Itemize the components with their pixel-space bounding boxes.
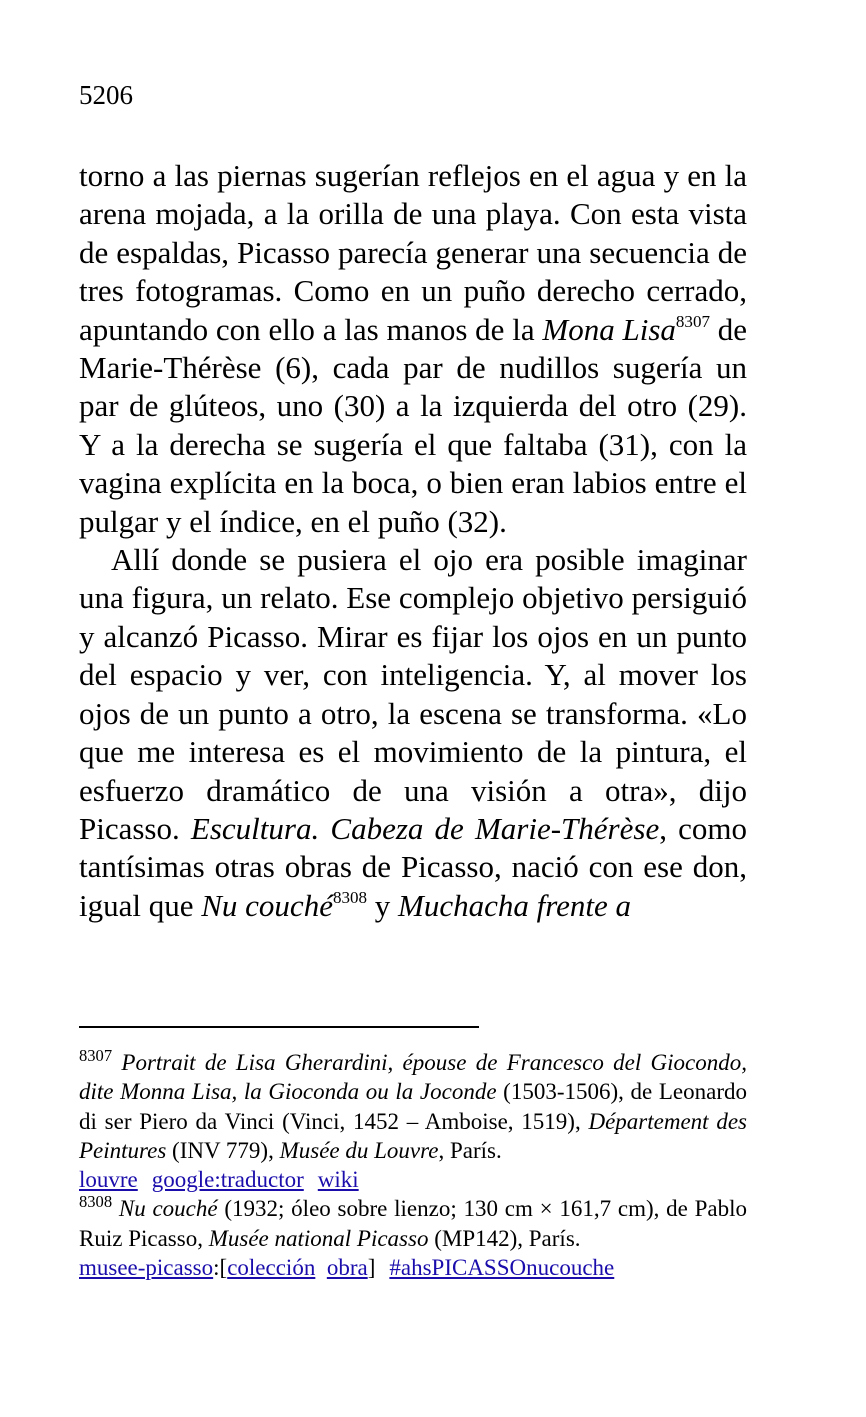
link-obra[interactable]: obra [326,1255,368,1281]
footnote-mark: 8308 [79,1192,113,1212]
artwork-title-muchacha: Muchacha frente a [398,887,632,923]
footnote-ref-8307[interactable]: 8307 [675,311,710,331]
footnote-separator [79,1026,479,1028]
artwork-title-mona-lisa: Mona Lisa [542,311,676,347]
footnote-8307-links [79,1165,747,1194]
link-musee-picasso[interactable]: musee-picasso [79,1255,214,1281]
page-number: 5206 [79,80,133,110]
artwork-title-nu-couche: Nu couché [201,887,333,923]
artwork-title-escultura: Escultura. Cabeza de Marie-Thérèse [190,810,660,846]
main-text [79,157,747,925]
link-wiki[interactable]: wiki [317,1167,359,1193]
paragraph-2: Allí donde se pusiera el ojo era posible imaginar una figura, un relato. Ese complejo objetivo persiguió y alcanzó Picasso. Mirar es fijar los ojos en un punto del espacio y ver, con inteligencia. Y, al mover los ojos de un punto a otro, la escena se transforma. «Lo que me interesa es el movimiento de la pintura, el esfuerzo dramático de una visión a otra», dijo Picasso. Escultura. Cabeza de Marie-Thérèse, como tantísimas otras obras de Picasso, nació con ese don, igual que Nu couché$^{8308}$ y Muchacha frente a [79,542,748,923]
footnote-8307: $^{8307}$ Portrait de Lisa Gherardini, épouse de Francesco del Giocondo, dite Monna Lisa, la Gioconda ou la Joconde (1503-1506), de Leonardo di ser Piero da Vinci (Vinci, 1452 – Amboise, 1519), Département des Peintures (INV 779), Musée du Louvre, París. [79,1045,748,1163]
footnote-8308: $^{8308}$ Nu couché (1932; óleo sobre lienzo; 130 cm × 161,7 cm), de Pablo Ruiz Picasso, Musée national Picasso (MP142), París. [79,1192,747,1251]
footnotes [79,1045,748,1282]
footnote-8308-links: musee-picasso:[colección obra] #ahsPICASSOnucouche [79,1255,615,1281]
footnote-mark: 8307 [79,1045,113,1065]
link-coleccion[interactable]: colección [227,1255,316,1281]
footnote-ref-8308[interactable]: 8308 [332,887,368,907]
link-louvre[interactable]: louvre [79,1167,138,1193]
link-hashtag-nucouche[interactable]: #ahsPICASSOnucouche [389,1255,615,1281]
paragraph-1: torno a las piernas sugerían reflejos en el agua y en la arena mojada, a la orilla de una playa. Con esta vista de espaldas, Picasso parecía generar una secuencia de tres fotogramas. Como en un puño derecho cerrado, apuntando con ello a las manos de la Mona Lisa$^{8307}$ de Marie-Thérèse (6), cada par de nudillos sugería un par de glúteos, uno (30) a la izquierda del otro (29). Y a la derecha se sugería el que faltaba (31), con la vagina explícita en la boca, o bien eran labios entre el pulgar y el índice, en el puño (32). [79,158,748,539]
link-google-traductor[interactable]: google:traductor [151,1167,304,1193]
